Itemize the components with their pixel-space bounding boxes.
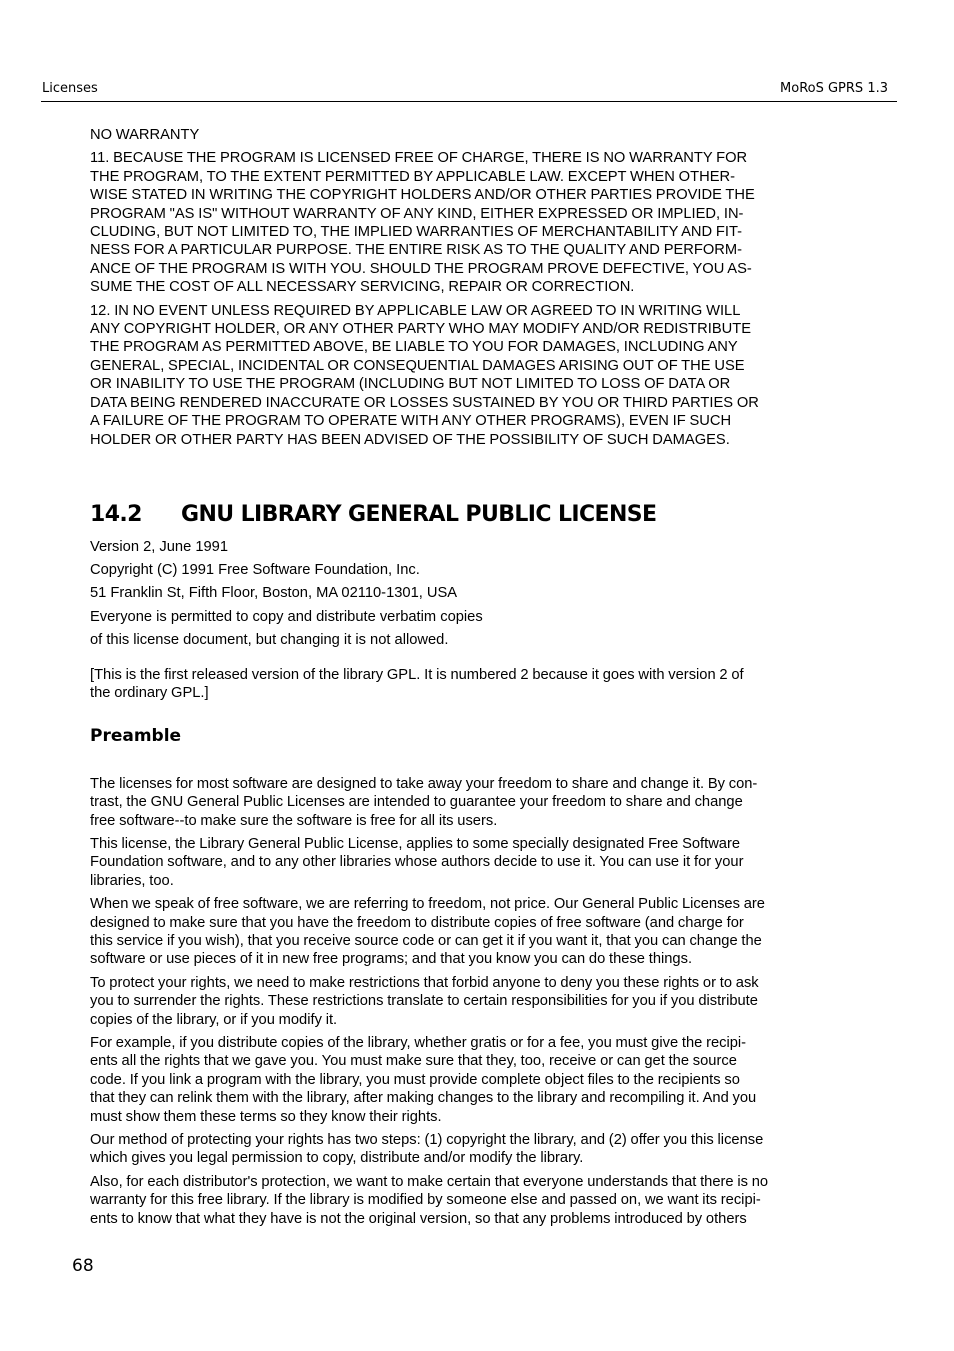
preamble-paragraph (90, 1131, 840, 1168)
warranty-clause-12 (90, 302, 840, 449)
text-line: WISE STATED IN WRITING THE COPYRIGHT HOLDERS AND/OR OTHER PARTIES PROVIDE THE (90, 187, 755, 204)
text-line: PROGRAM "AS IS" WITHOUT WARRANTY OF ANY KIND, EITHER EXPRESSED OR IMPLIED, IN- (90, 205, 744, 222)
text-line: DATA BEING RENDERED INACCURATE OR LOSSES SUSTAINED BY YOU OR THIRD PARTIES OR (90, 394, 759, 411)
preamble-paragraph (90, 1173, 840, 1228)
section-number: 14.2 (90, 501, 142, 527)
preamble-paragraph (90, 1034, 840, 1126)
text-line: The licenses for most software are designed to take away your freedom to share and change it. By con- (90, 775, 758, 792)
text-line: Our method of protecting your rights has two steps: (1) copyright the library, and (2) offer you this license (90, 1132, 764, 1149)
no-warranty-title: NO WARRANTY (90, 127, 200, 143)
preamble-paragraph (90, 835, 840, 890)
license-permission-line-2: of this license document, but changing it is not allowed. (90, 631, 449, 648)
text-line: which gives you legal permission to copy, distribute and/or modify the library. (90, 1150, 584, 1167)
page-content (90, 126, 840, 1233)
text-line: OR INABILITY TO USE THE PROGRAM (INCLUDING BUT NOT LIMITED TO LOSS OF DATA OR (90, 376, 731, 393)
text-line: Foundation software, and to any other libraries whose authors decide to use it. You can use it for your (90, 854, 744, 871)
text-line: software or use pieces of it in new free programs; and that you know you can do these things. (90, 951, 693, 968)
text-line: NESS FOR A PARTICULAR PURPOSE. THE ENTIRE RISK AS TO THE QUALITY AND PERFORM- (90, 242, 743, 259)
running-header (41, 80, 896, 98)
preamble-paragraph (90, 775, 840, 830)
text-line: For example, if you distribute copies of the library, whether gratis or for a fee, you must give the recipi- (90, 1035, 747, 1052)
text-line: A FAILURE OF THE PROGRAM TO OPERATE WITH ANY OTHER PROGRAMS), EVEN IF SUCH (90, 413, 732, 430)
text-line: THE PROGRAM, TO THE EXTENT PERMITTED BY APPLICABLE LAW. EXCEPT WHEN OTHER- (90, 168, 735, 185)
preamble-paragraph (90, 895, 840, 969)
license-address: 51 Franklin St, Fifth Floor, Boston, MA 02110-1301, USA (90, 585, 458, 602)
preamble-heading: Preamble (90, 725, 182, 746)
header-document-title: MoRoS GPRS 1.3 (780, 81, 888, 96)
text-line: trast, the GNU General Public Licenses are intended to guarantee your freedom to share and change (90, 794, 743, 811)
text-line: CLUDING, BUT NOT LIMITED TO, THE IMPLIED WARRANTIES OF MERCHANTABILITY AND FIT- (90, 224, 743, 241)
text-line: HOLDER OR OTHER PARTY HAS BEEN ADVISED OF THE POSSIBILITY OF SUCH DAMAGES. (90, 431, 730, 448)
text-line: this service if you wish), that you receive source code or can get it if you want it, that you can change the (90, 932, 762, 949)
spacer (90, 454, 840, 488)
license-note (90, 666, 840, 703)
text-line: that they can relink them with the library, after making changes to the library and recompiling it. And you (90, 1090, 757, 1107)
section-title: GNU LIBRARY GENERAL PUBLIC LICENSE (181, 501, 657, 527)
text-line: ents all the rights that we gave you. You must make sure that they, too, receive or can get the source (90, 1053, 737, 1070)
text-line: warranty for this free library. If the library is modified by someone else and passed on, we want its recipi- (90, 1192, 761, 1209)
text-line: ANCE OF THE PROGRAM IS WITH YOU. SHOULD THE PROGRAM PROVE DEFECTIVE, YOU AS- (90, 260, 752, 277)
text-line: 12. IN NO EVENT UNLESS REQUIRED BY APPLICABLE LAW OR AGREED TO IN WRITING WILL (90, 302, 741, 319)
license-version: Version 2, June 1991 (90, 538, 229, 555)
text-line: GENERAL, SPECIAL, INCIDENTAL OR CONSEQUENTIAL DAMAGES ARISING OUT OF THE USE (90, 357, 745, 374)
text-line: ents to know that what they have is not the original version, so that any problems introduced by others (90, 1210, 747, 1227)
text-line: code. If you link a program with the library, you must provide complete object files to the recipients so (90, 1071, 740, 1088)
page-number: 68 (72, 1256, 94, 1276)
license-permission-line-1: Everyone is permitted to copy and distribute verbatim copies (90, 608, 483, 625)
text-line: Also, for each distributor's protection, we want to make certain that everyone understands that there is no (90, 1173, 769, 1190)
text-line: 11. BECAUSE THE PROGRAM IS LICENSED FREE OF CHARGE, THERE IS NO WARRANTY FOR (90, 150, 748, 167)
text-line: This license, the Library General Public License, applies to some specially designated Free Software (90, 835, 741, 852)
text-line: SUME THE COST OF ALL NECESSARY SERVICING, REPAIR OR CORRECTION. (90, 279, 635, 296)
header-divider (41, 101, 897, 102)
text-line: libraries, too. (90, 872, 174, 889)
text-line: [This is the first released version of the library GPL. It is numbered 2 because it goes with version 2 of (90, 666, 744, 683)
text-line: designed to make sure that you have the freedom to distribute copies of free software (and charge for (90, 914, 744, 931)
license-copyright: Copyright (C) 1991 Free Software Foundation, Inc. (90, 562, 420, 579)
text-line: the ordinary GPL.] (90, 685, 209, 702)
preamble-paragraph (90, 974, 840, 1029)
text-line: To protect your rights, we need to make restrictions that forbid anyone to deny you these rights or to ask (90, 974, 759, 991)
text-line: ANY COPYRIGHT HOLDER, OR ANY OTHER PARTY WHO MAY MODIFY AND/OR REDISTRIBUTE (90, 321, 752, 338)
text-line: When we speak of free software, we are referring to freedom, not price. Our General Public Licenses are (90, 896, 765, 913)
text-line: you to surrender the rights. These restrictions translate to certain responsibilities for you if you distribute (90, 993, 758, 1010)
text-line: free software--to make sure the software is free for all its users. (90, 812, 498, 829)
spacer (90, 652, 840, 666)
text-line: THE PROGRAM AS PERMITTED ABOVE, BE LIABLE TO YOU FOR DAMAGES, INCLUDING ANY (90, 339, 738, 356)
section-heading (90, 500, 840, 530)
warranty-clause-11 (90, 149, 840, 296)
text-line: must show them these terms so they know their rights. (90, 1108, 442, 1125)
header-chapter-title: Licenses (42, 81, 98, 96)
text-line: copies of the library, or if you modify it. (90, 1011, 338, 1028)
